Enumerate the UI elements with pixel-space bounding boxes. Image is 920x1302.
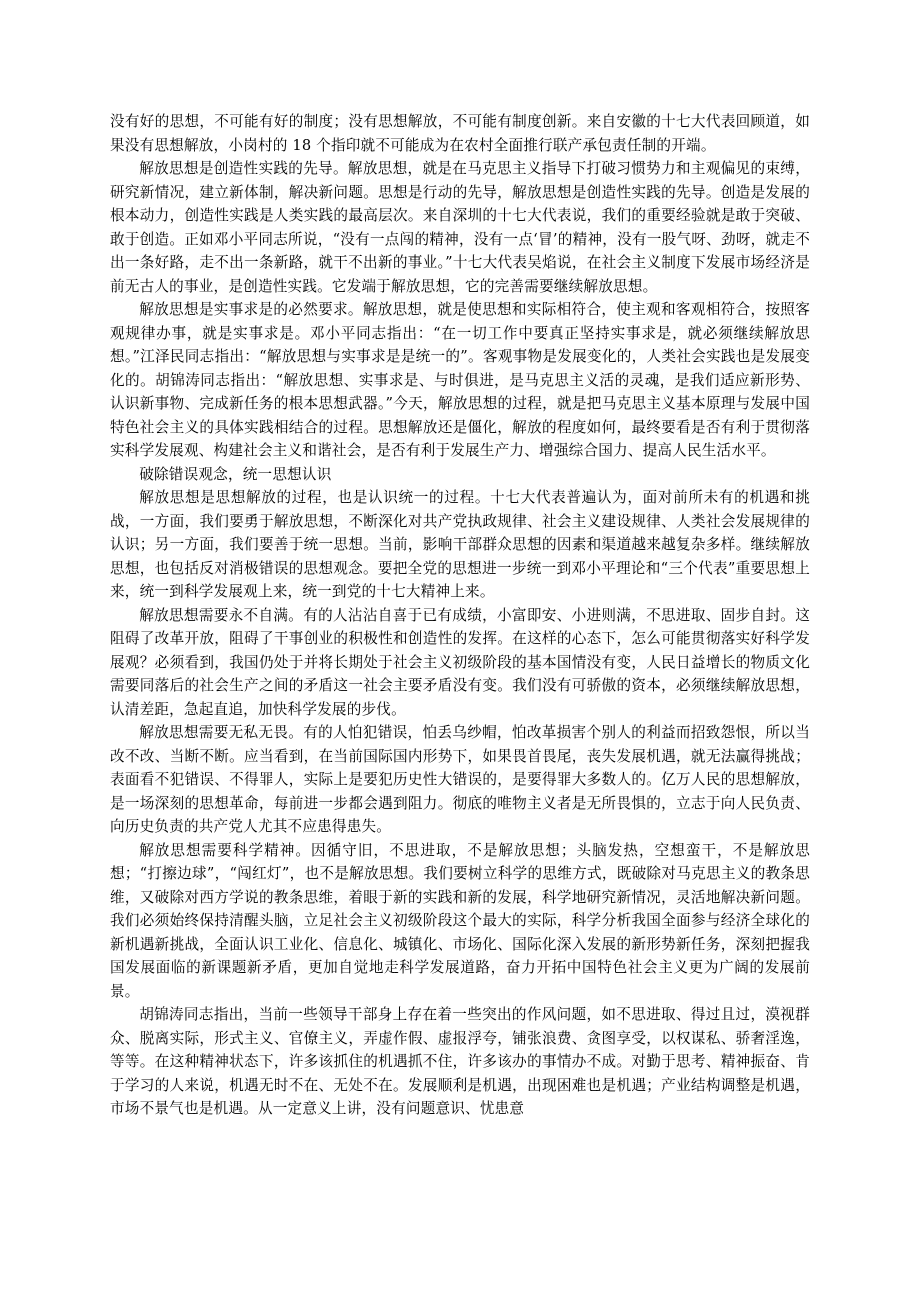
paragraph-seek-truth: 解放思想是实事求是的必然要求。解放思想，就是使思想和实际相符合，使主观和客观相符合，按照客观规律办事，就是实事求是。邓小平同志指出：“在一切工作中要真正坚持实事求是，就必须继续解放思想。”江泽民同志指出：“解放思想与实事求是是统一的”。客观事物是发展变化的，人类社会实践也是发展变化的。胡锦涛同志指出：“解放思想、实事求是、与时俱进，是马克思主义活的灵魂，是我们适应新形势、认识新事物、完成新任务的根本思想武器。”今天，解放思想的过程，就是把马克思主义基本原理与发展中国特色社会主义的具体实践相结合的过程。思想解放还是僵化，解放的程度如何，最终要看是否有利于贯彻落实科学发展观、构建社会主义和谐社会，是否有利于发展生产力、增强综合国力、提高人民生活水平。 (110, 301, 810, 459)
paragraph-creative-practice: 解放思想是创造性实践的先导。解放思想，就是在马克思主义指导下打破习惯势力和主观偏见的束缚，研究新情况，建立新体制，解决新问题。思想是行动的先导，解放思想是创造性实践的先导。创造是发展的根本动力，创造性实践是人类实践的最高层次。来自深圳的十七大代表说，我们的重要经验就是敢于突破、敢于创造。正如邓小平同志所说，“没有一点闯的精神，没有一点‘冒’的精神，没有一股气呀、劲呀，就走不出一条好路，走不出一条新路，就干不出新的事业。”十七大代表吴焰说，在社会主义制度下发展市场经济是前无古人的事业，是创造性实践。它发端于解放思想，它的完善需要继续解放思想。 (110, 160, 810, 295)
document-page (110, 110, 810, 1121)
section-heading: 破除错误观念，统一思想认识 (139, 465, 332, 483)
paragraph-work-style: 胡锦涛同志指出，当前一些领导干部身上存在着一些突出的作风问题，如不思进取、得过且过，漠视群众、脱离实际，形式主义、官僚主义，弄虚作假、虚报浮夸，铺张浪费、贪图享受，以权谋私、骄奢淫逸，等等。在这种精神状态下，许多该抓住的机遇抓不住，许多该办的事情办不成。对勤于思考、精神振奋、肯于学习的人来说，机遇无时不在、无处不在。发展顺利是机遇，出现困难也是机遇；产业结构调整是机遇，市场不景气也是机遇。从一定意义上讲，没有问题意识、忧患意 (110, 1006, 810, 1117)
paragraph-intro: 没有好的思想，不可能有好的制度；没有思想解放，不可能有制度创新。来自安徽的十七大代表回顾道，如果没有思想解放，小岗村的 18 个指印就不可能成为在农村全面推行联产承包责任制的开端。 (110, 113, 810, 154)
paragraph-scientific-spirit: 解放思想需要科学精神。因循守旧，不思进取，不是解放思想；头脑发热，空想蛮干，不是解放思想；“打擦边球”，“闯红灯”，也不是解放思想。我们要树立科学的思维方式，既破除对马克思主义的教条思维，又破除对西方学说的教条思维，着眼于新的实践和新的发展，科学地研究新情况，灵活地解决新问题。我们必须始终保持清醒头脑，立足社会主义初级阶段这个最大的实际，科学分析我国全面参与经济全球化的新机遇新挑战，全面认识工业化、信息化、城镇化、市场化、国际化深入发展的新形势新任务，深刻把握我国发展面临的新课题新矛盾，更加自觉地走科学发展道路，奋力开拓中国特色社会主义更为广阔的发展前景。 (110, 841, 810, 1000)
paragraph-never-complacent: 解放思想需要永不自满。有的人沾沾自喜于已有成绩，小富即安、小进则满，不思进取、固步自封。这阻碍了改革开放，阻碍了干事创业的积极性和创造性的发挥。在这样的心态下，怎么可能贯彻落实好科学发展观？必须看到，我国仍处于并将长期处于社会主义初级阶段的基本国情没有变，人民日益增长的物质文化需要同落后的社会生产之间的矛盾这一社会主要矛盾没有变。我们没有可骄傲的资本，必须继续解放思想，认清差距，急起直追，加快科学发展的步伐。 (110, 606, 810, 718)
paragraph-selfless-fearless: 解放思想需要无私无畏。有的人怕犯错误，怕丢乌纱帽，怕改革损害个别人的利益而招致怨恨，所以当改不改、当断不断。应当看到，在当前国际国内形势下，如果畏首畏尾，丧失发展机遇，就无法赢得挑战；表面看不犯错误、不得罪人，实际上是要犯历史性大错误的，是要得罪大多数人的。亿万人民的思想解放，是一场深刻的思想革命，每前进一步都会遇到阻力。彻底的唯物主义者是无所畏惧的，立志于向人民负责、向历史负责的共产党人尤其不应患得患失。 (110, 724, 810, 835)
paragraph-unify-thinking: 解放思想是思想解放的过程，也是认识统一的过程。十七大代表普遍认为，面对前所未有的机遇和挑战，一方面，我们要勇于解放思想，不断深化对共产党执政规律、社会主义建设规律、人类社会发展规律的认识；另一方面，我们要善于统一思想。当前，影响干部群众思想的因素和渠道越来越复杂多样。继续解放思想，也包括反对消极错误的思想观念。要把全党的思想进一步统一到邓小平理论和“三个代表”重要思想上来，统一到科学发展观上来，统一到党的十七大精神上来。 (110, 489, 810, 600)
